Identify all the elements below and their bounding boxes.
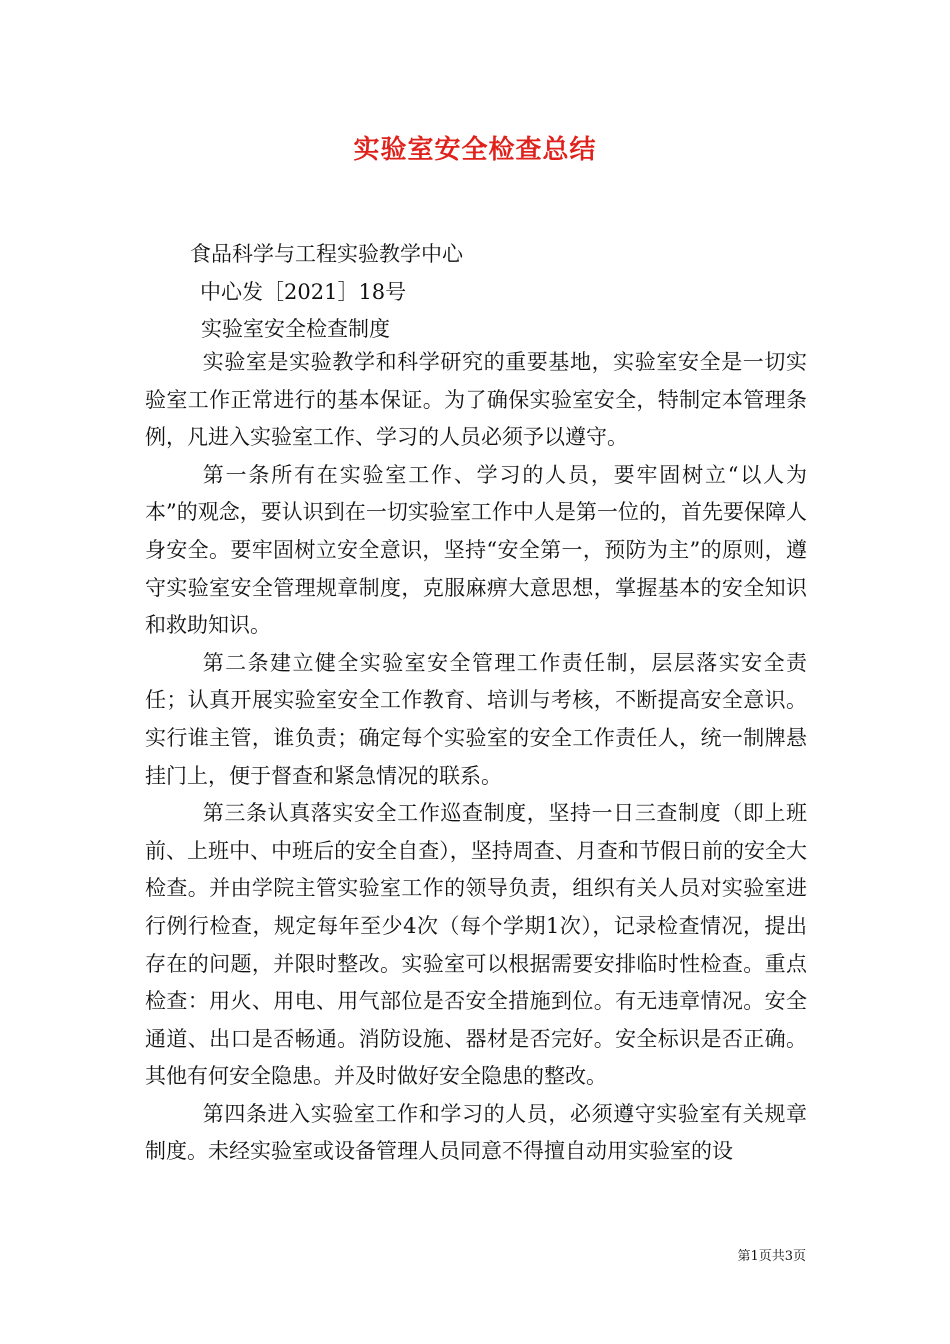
page-number: 第1页共3页: [737, 1249, 806, 1264]
document-title: 实验室安全检查总结: [353, 135, 597, 165]
document-subtitle: 实验室安全检查制度: [201, 317, 390, 341]
document-number: 中心发［2021］18号: [200, 280, 407, 304]
paragraph-intro: 实验室是实验教学和科学研究的重要基地，实验室安全是一切实验室工作正常进行的基本保证。为了确保实验室安全，特制定本管理条例，凡进入实验室工作、学习的人员必须予以遵守。: [145, 350, 807, 450]
paragraph-article-4: 第四条进入实验室工作和学习的人员，必须遵守实验室有关规章制度。未经实验室或设备管理人员同意不得擅自动用实验室的设: [145, 1101, 807, 1164]
paragraph-article-2: 第二条建立健全实验室安全管理工作责任制，层层落实安全责任；认真开展实验室安全工作教育、培训与考核，不断提高安全意识。实行谁主管，谁负责；确定每个实验室的安全工作责任人，统一制牌悬挂门上，便于督查和紧急情况的联系。: [145, 650, 807, 788]
document-body: [145, 344, 807, 1171]
paragraph-article-3: 第三条认真落实安全工作巡查制度，坚持一日三查制度（即上班前、上班中、中班后的安全自查），坚持周查、月查和节假日前的安全大检查。并由学院主管实验室工作的领导负责，组织有关人员对实验室进行例行检查，规定每年至少4次（每个学期1次），记录检查情况，提出存在的问题，并限时整改。实验室可以根据需要安排临时性检查。重点检查：用火、用电、用气部位是否安全措施到位。有无违章情况。安全通道、出口是否畅通。消防设施、器材是否完好。安全标识是否正确。其他有何安全隐患。并及时做好安全隐患的整改。: [145, 801, 807, 1089]
paragraph-article-1: 第一条所有在实验室工作、学习的人员，要牢固树立“以人为本”的观念，要认识到在一切实验室工作中人是第一位的，首先要保障人身安全。要牢固树立安全意识，坚持“安全第一，预防为主”的原则，遵守实验室安全管理规章制度，克服麻痹大意思想，掌握基本的安全知识和救助知识。: [145, 462, 807, 638]
organization-line: 食品科学与工程实验教学中心: [190, 242, 463, 266]
